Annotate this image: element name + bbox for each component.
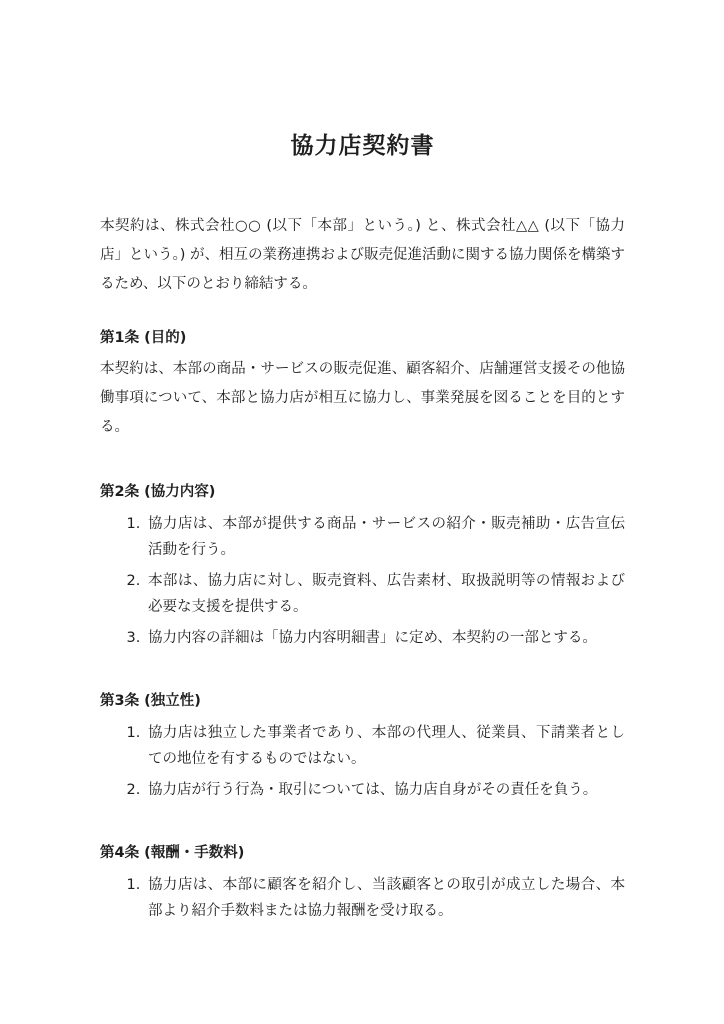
- clause-item: 2. 本部は、協力店に対し、販売資料、広告素材、取扱説明等の情報および必要な支援を提供する。: [145, 568, 625, 620]
- document-title: 協力店契約書: [290, 133, 435, 159]
- section-article-4: [100, 839, 625, 924]
- clause-item: 3. 協力内容の詳細は「協力内容明細書」に定め、本契約の一部とする。: [145, 625, 625, 651]
- clause-item: 2. 協力店が行う行為・取引については、協力店自身がその責任を負う。: [145, 777, 625, 803]
- article-2-heading: 第2条 (協力内容): [100, 484, 216, 500]
- clause-item: 1. 協力店は独立した事業者であり、本部の代理人、従業員、下請業者としての地位を有するものではない。: [145, 720, 625, 772]
- article-4-clause-list: [100, 872, 625, 924]
- article-2-clause-list: [100, 511, 625, 651]
- section-article-2: [100, 478, 625, 651]
- clause-item: 1. 協力店は、本部が提供する商品・サービスの紹介・販売補助・広告宣伝活動を行う。: [145, 511, 625, 563]
- section-article-1: [100, 324, 625, 442]
- article-1-body: 本契約は、本部の商品・サービスの販売促進、顧客紹介、店舗運営支援その他協働事項について、本部と協力店が相互に協力し、事業発展を図ることを目的とする。: [100, 361, 625, 435]
- clause-item: 1. 協力店は、本部に顧客を紹介し、当該顧客との取引が成立した場合、本部より紹介手数料または協力報酬を受け取る。: [145, 872, 625, 924]
- article-3-clause-list: [100, 720, 625, 803]
- article-4-heading: 第4条 (報酬・手数料): [100, 845, 245, 861]
- article-3-heading: 第3条 (独立性): [100, 693, 201, 709]
- article-1-heading: 第1条 (目的): [100, 330, 187, 346]
- intro-paragraph: 本契約は、株式会社○○ (以下「本部」という。) と、株式会社△△ (以下「協力店」という。) が、相互の業務連携および販売促進活動に関する協力関係を構築するため、以下のとおり締結する。: [100, 218, 626, 292]
- section-article-3: [100, 687, 625, 803]
